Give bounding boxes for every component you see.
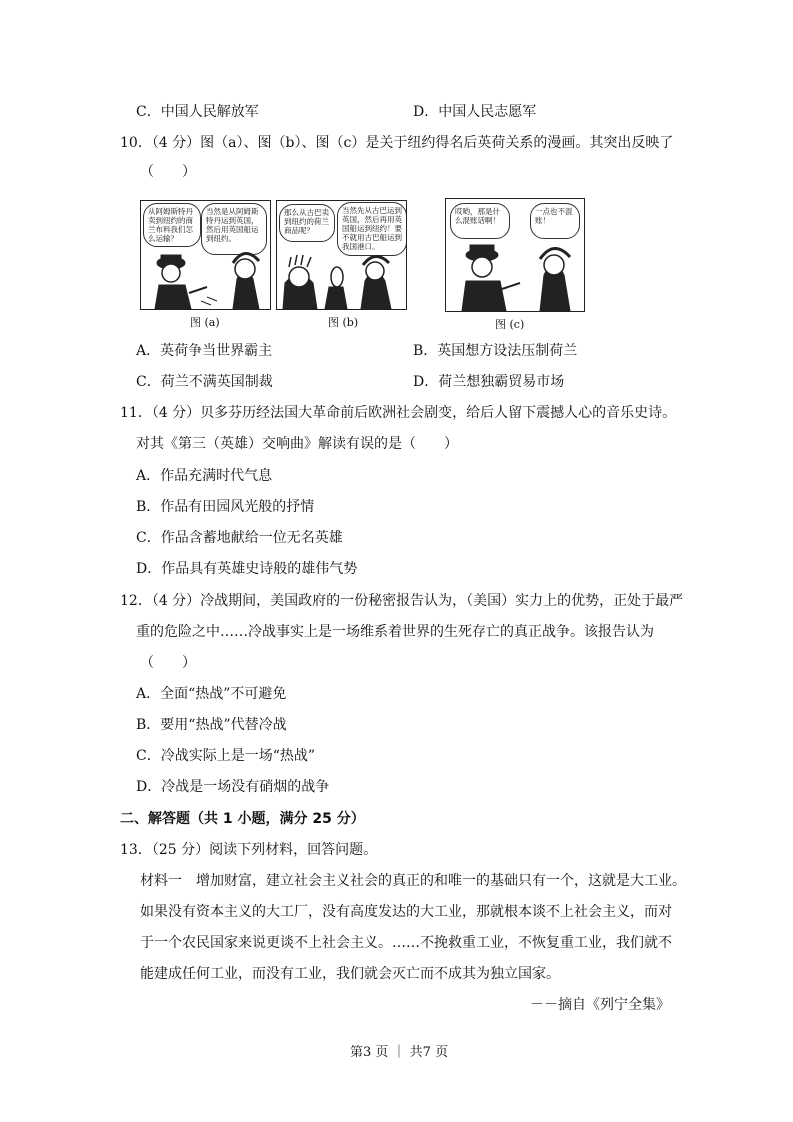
q9-option-d: D．中国人民志愿军 [413,104,537,120]
section-heading: 二、解答题（共 1 小题，满分 25 分） [120,811,365,827]
q12-option-a: A．全面“热战”不可避免 [136,686,287,702]
q10-stem: 10．（4 分）图（a）、图（b）、图（c）是关于纽约得名后英荷关系的漫画。其突出反映了 [120,135,674,151]
q12-paren: （ ） [140,655,196,671]
q11-option-a: A．作品充满时代气息 [136,468,273,484]
q11-stem-line1: 11．（4 分）贝多芬历经法国大革命前后欧洲社会剧变，给后人留下震撼人心的音乐史诗。 [120,405,677,421]
q13-stem: 13．（25 分）阅读下列材料，回答问题。 [120,842,378,858]
comic-caption-b: 图 (b) [328,316,359,329]
comic-a-right-bubble: 当然是从阿姆斯特丹运到英国，然后用英国船运到纽约。 [201,203,267,255]
comic-c-drawing [446,199,584,311]
comic-panel-b [276,200,407,310]
q13-source: －－摘自《列宁全集》 [530,997,670,1013]
comic-c-left-bubble: 哎哟，那是什么混账话啊！ [450,203,510,239]
comic-a-drawing [141,201,270,309]
comic-c-right-bubble: 一点也不混账！ [530,203,580,239]
q13-material1-line3: 于一个农民国家来说更谈不上社会主义。……不挽救重工业，不恢复重工业，我们就不 [140,935,672,951]
q10-paren: （ ） [140,164,196,180]
comic-b-right-bubble: 当然先从古巴运到英国，然后再用英国船运到纽约！要不就用古巴船运到我国港口。 [337,202,407,256]
q12-option-c: C．冷战实际上是一场“热战” [136,748,316,764]
comic-b-left-bubble: 那么从古巴卖到纽约的荷兰商品呢？ [279,204,335,242]
q12-stem-line2: 重的危险之中……冷战事实上是一场维系着世界的生死存亡的真正战争。该报告认为 [136,624,654,640]
q10-option-a: A．英荷争当世界霸主 [136,343,273,359]
q10-option-b: B．英国想方设法压制荷兰 [413,343,578,359]
q9-option-c: C．中国人民解放军 [136,104,259,120]
q10-option-d: D．荷兰想独霸贸易市场 [413,374,565,390]
q13-material1-line2: 如果没有资本主义的大工厂，没有高度发达的大工业，那就根本谈不上社会主义，而对 [140,904,672,920]
comic-b-drawing [277,201,406,309]
comic-panel-c [445,198,585,312]
comic-a-left-bubble: 从阿姆斯特丹卖到纽约的商兰布料我们怎么运输？ [143,203,201,247]
q13-material1-line4: 能建成任何工业，而没有工业，我们就会灭亡而不成其为独立国家。 [140,966,560,982]
comic-caption-c: 图 (c) [495,318,525,331]
comic-panel-a [140,200,271,310]
q10-option-c: C．荷兰不满英国制裁 [136,374,273,390]
q11-option-c: C．作品含蓄地献给一位无名英雄 [136,530,343,546]
q12-option-b: B．要用“热战”代替冷战 [136,717,287,733]
q11-option-d: D．作品具有英雄史诗般的雄伟气势 [136,561,358,577]
page-footer: 第3 页 ｜ 共7 页 [350,1045,449,1060]
q11-option-b: B．作品有田园风光般的抒情 [136,499,315,515]
q12-stem-line1: 12．（4 分）冷战期间，美国政府的一份秘密报告认为，（美国）实力上的优势，正处于最严 [120,593,684,609]
q12-option-d: D．冷战是一场没有硝烟的战争 [136,779,330,795]
comic-caption-a: 图 (a) [190,316,220,329]
q13-material1-line1: 材料一 增加财富，建立社会主义社会的真正的和唯一的基础只有一个，这就是大工业。 [140,873,686,889]
q11-stem-line2: 对其《第三（英雄）交响曲》解读有误的是（ ） [136,436,458,452]
